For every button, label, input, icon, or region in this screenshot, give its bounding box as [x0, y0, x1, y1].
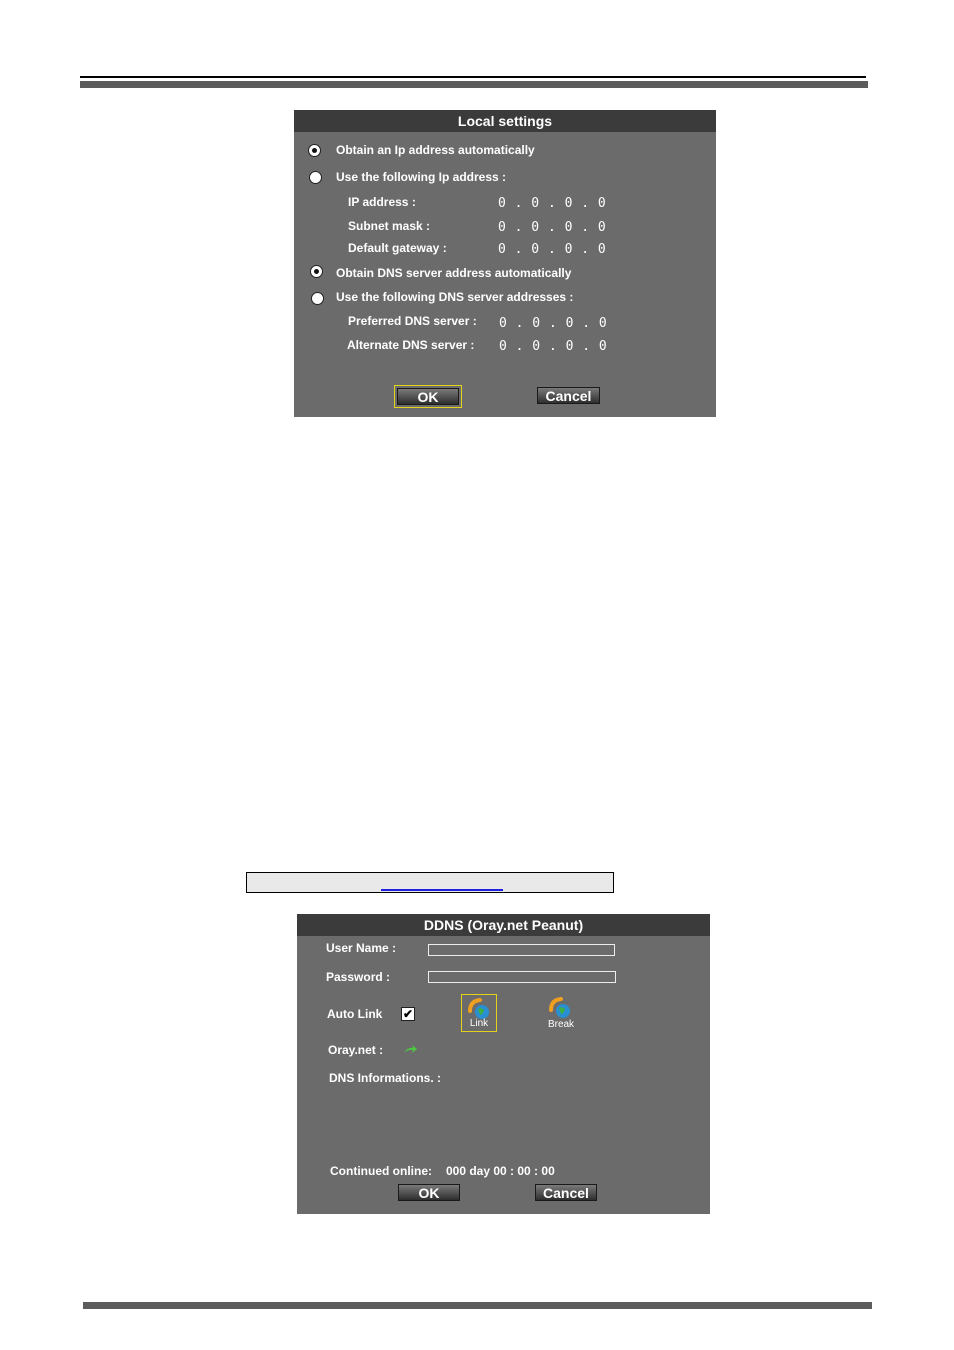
- dialog-title: DDNS (Oray.net Peanut): [297, 914, 710, 936]
- continued-online-label: Continued online:: [330, 1164, 432, 1178]
- green-arrow-icon: [403, 1045, 417, 1055]
- cancel-button[interactable]: Cancel: [535, 1184, 597, 1201]
- alternate-dns-label: Alternate DNS server :: [347, 338, 475, 352]
- use-following-ip-label: Use the following Ip address :: [336, 170, 507, 184]
- preferred-dns-label: Preferred DNS server :: [348, 314, 477, 328]
- globe-phone-icon: [548, 996, 572, 1020]
- continued-online-value: 000 day 00 : 00 : 00: [446, 1164, 555, 1178]
- username-label: User Name :: [326, 941, 397, 955]
- obtain-ip-auto-radio[interactable]: [308, 144, 321, 157]
- break-button[interactable]: [543, 994, 579, 1032]
- subnet-mask-label: Subnet mask :: [348, 219, 431, 233]
- alternate-dns-field[interactable]: 0 . 0 . 0 . 0: [499, 339, 608, 354]
- obtain-dns-auto-radio[interactable]: [310, 265, 323, 278]
- dialog-title: Local settings: [294, 110, 716, 132]
- use-following-ip-radio[interactable]: [309, 171, 322, 184]
- dns-info-label: DNS Informations. :: [329, 1071, 442, 1085]
- header-rule-thin: [80, 76, 866, 78]
- use-following-dns-label: Use the following DNS server addresses :: [336, 290, 574, 304]
- use-following-dns-radio[interactable]: [311, 292, 324, 305]
- cancel-button[interactable]: Cancel: [537, 387, 600, 404]
- break-label: Break: [547, 1019, 575, 1030]
- link-label: Link: [469, 1018, 489, 1029]
- auto-link-checkbox[interactable]: ✔: [402, 1007, 414, 1021]
- ddns-dialog: [297, 914, 710, 1214]
- header-rule-thick: [80, 81, 868, 88]
- local-settings-dialog: [294, 110, 716, 417]
- ok-button[interactable]: OK: [398, 1184, 460, 1201]
- ip-address-label: IP address :: [348, 195, 416, 209]
- password-label: Password :: [326, 970, 391, 984]
- username-input[interactable]: [428, 944, 615, 956]
- auto-link-label: Auto Link: [327, 1007, 383, 1021]
- footer-rule: [83, 1302, 872, 1309]
- caption-box: [246, 872, 614, 893]
- obtain-ip-auto-label: Obtain an Ip address automatically: [336, 143, 535, 157]
- preferred-dns-field[interactable]: 0 . 0 . 0 . 0: [499, 316, 608, 331]
- default-gateway-label: Default gateway :: [348, 241, 447, 255]
- ok-button[interactable]: OK: [397, 388, 459, 405]
- subnet-mask-field[interactable]: 0 . 0 . 0 . 0: [498, 220, 607, 235]
- ip-address-field[interactable]: 0 . 0 . 0 . 0: [498, 196, 607, 211]
- oray-label: Oray.net :: [328, 1043, 384, 1057]
- obtain-dns-auto-label: Obtain DNS server address automatically: [336, 266, 572, 280]
- hyperlink-underline[interactable]: [381, 889, 503, 891]
- password-input[interactable]: [428, 971, 616, 983]
- default-gateway-field[interactable]: 0 . 0 . 0 . 0: [498, 242, 607, 257]
- link-button[interactable]: [461, 994, 497, 1032]
